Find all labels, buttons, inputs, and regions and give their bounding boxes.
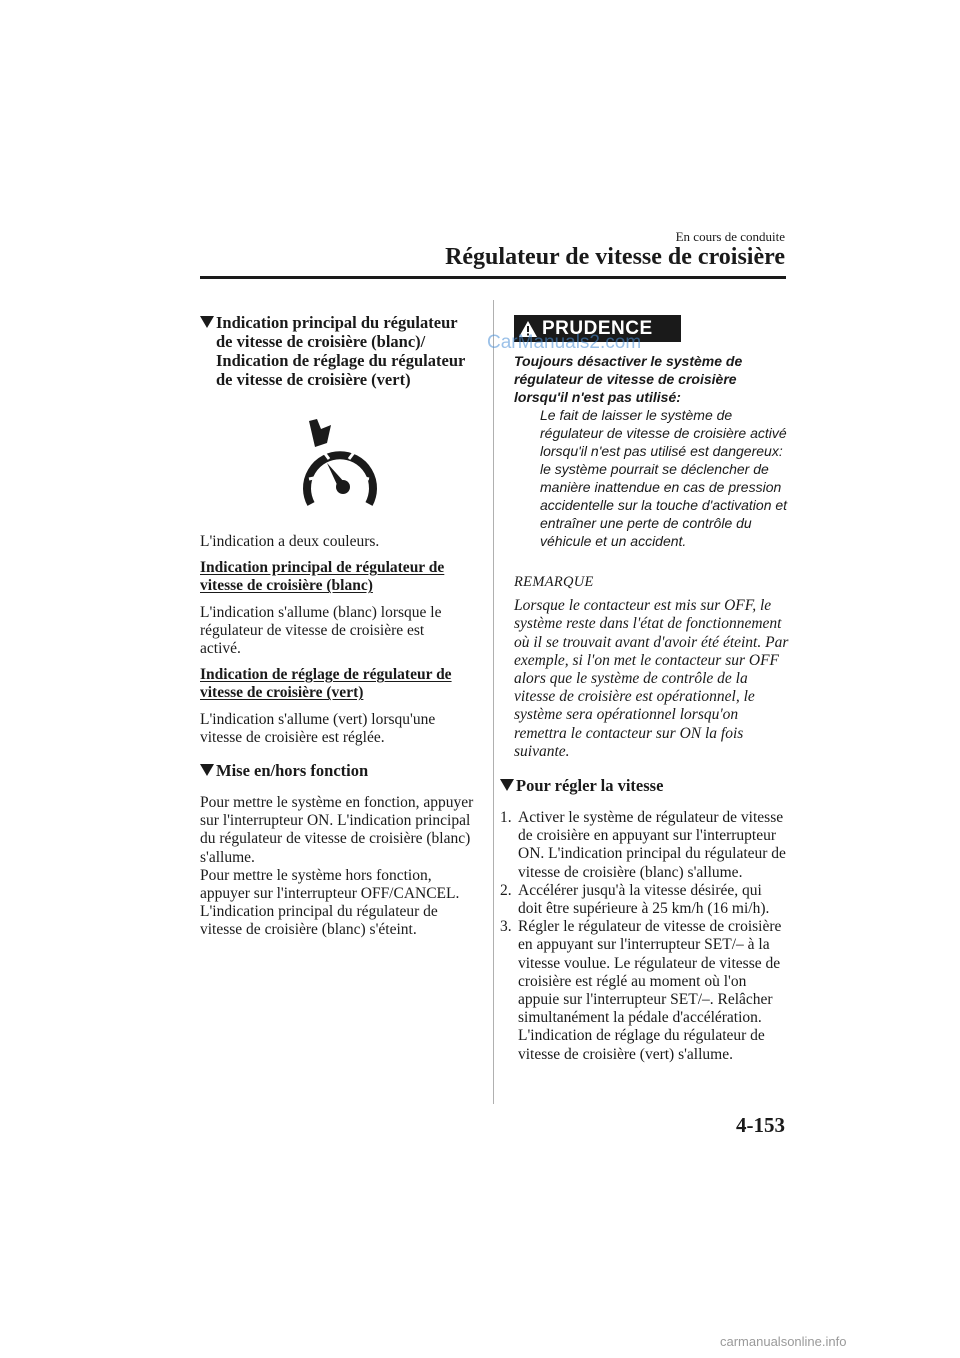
heading-indicator-text: Indication principal du régulateur de vitesse de croisière (blanc)/ Indication de réglage du régulateur de vitesse de croisière (vert)	[216, 313, 466, 389]
heading-indicator	[200, 313, 476, 389]
chapter-title: En cours de conduite	[675, 229, 785, 244]
heading-on-off-text: Mise en/hors fonction	[216, 761, 369, 781]
step-item	[500, 809, 788, 882]
cruise-control-icon	[299, 419, 379, 511]
caution-label: PRUDENCE	[542, 317, 653, 339]
step-number: 2.	[500, 881, 512, 899]
caution-title: Toujours désactiver le système de régulateur de vitesse de croisière lorsqu'il n'est pas utilisé:	[514, 353, 743, 405]
footer-watermark: carmanualsonline.info	[720, 1334, 847, 1349]
step-text: Accélérer jusqu'à la vitesse désirée, qui doit être supérieure à 25 km/h (16 mi/h).	[518, 881, 770, 918]
triangle-bullet-icon	[200, 764, 214, 776]
note-block	[514, 573, 790, 761]
step-item	[500, 918, 788, 1064]
sub-heading-white: Indication principal de régulateur de vitesse de croisière (blanc)	[200, 559, 445, 595]
sub-text-white: L'indication s'allume (blanc) lorsque le régulateur de vitesse de croisière est activé.	[200, 603, 442, 658]
column-divider	[493, 300, 494, 1104]
intro-text: L'indication a deux couleurs.	[200, 533, 380, 550]
page-number: 4-153	[736, 1113, 785, 1137]
header-rule	[200, 276, 786, 279]
step-number: 3.	[500, 918, 512, 936]
triangle-bullet-icon	[500, 779, 514, 791]
heading-set-speed-text: Pour régler la vitesse	[516, 776, 664, 795]
note-title: REMARQUE	[514, 574, 594, 590]
left-column	[200, 313, 478, 940]
heading-on-off	[200, 761, 478, 780]
sub-heading-green: Indication de réglage de régulateur de vitesse de croisière (vert)	[200, 666, 452, 702]
step-text: Activer le système de régulateur de vitesse de croisière en appuyant sur l'interrupteur ON. L'indication principal du régulateur de vitesse de croisière (blanc) s'allume.	[518, 809, 786, 881]
step-number: 1.	[500, 809, 512, 826]
watermark: CarManuals2.com	[487, 332, 642, 353]
step-text: Régler le régulateur de vitesse de croisière en appuyant sur l'interrupteur SET/– à la vitesse voulue. Le régulateur de vitesse de croisière est réglé au moment où l'on appuie sur l'interrupteur SET/–. Relâcher simultanément la pédale d'accélération. L'indication de réglage du régulateur de vitesse de croisière (vert) s'allume.	[518, 918, 782, 1063]
sub-text-green: L'indication s'allume (vert) lorsqu'une vitesse de croisière est réglée.	[200, 710, 436, 746]
on-off-text-2: Pour mettre le système hors fonction, appuyer sur l'interrupteur OFF/CANCEL. L'indication principal du régulateur de vitesse de croisière (blanc) s'éteint.	[200, 866, 460, 939]
step-item	[500, 882, 788, 918]
note-body: Lorsque le contacteur est mis sur OFF, le système reste dans l'état de fonctionnement où il se trouvait avant d'avoir été éteint. Par exemple, si l'on met le contacteur sur OFF alors que le système de contrôle de la vitesse de croisière est opérationnel, le système sera opérationnel lorsqu'on remettra le contacteur sur ON la fois suivante.	[514, 597, 789, 760]
caution-block	[514, 352, 790, 550]
triangle-bullet-icon	[200, 316, 214, 328]
on-off-text-1: Pour mettre le système en fonction, appuyer sur l'interrupteur ON. L'indication principal du régulateur de vitesse de croisière (blanc) s'allume.	[200, 794, 474, 866]
set-speed-block	[500, 776, 790, 1064]
steps-list	[500, 809, 788, 1064]
heading-set-speed	[500, 776, 790, 795]
caution-body: Le fait de laisser le système de régulateur de vitesse de croisière activé lorsqu'il n'est pas utilisé est dangereux: le système pourrait se déclencher de manière inattendue en cas de pression accidentelle sur la touche d'activation et entraîner une perte de contrôle du véhicule et un accident.	[540, 407, 788, 549]
section-title: Régulateur de vitesse de croisière	[445, 244, 785, 270]
